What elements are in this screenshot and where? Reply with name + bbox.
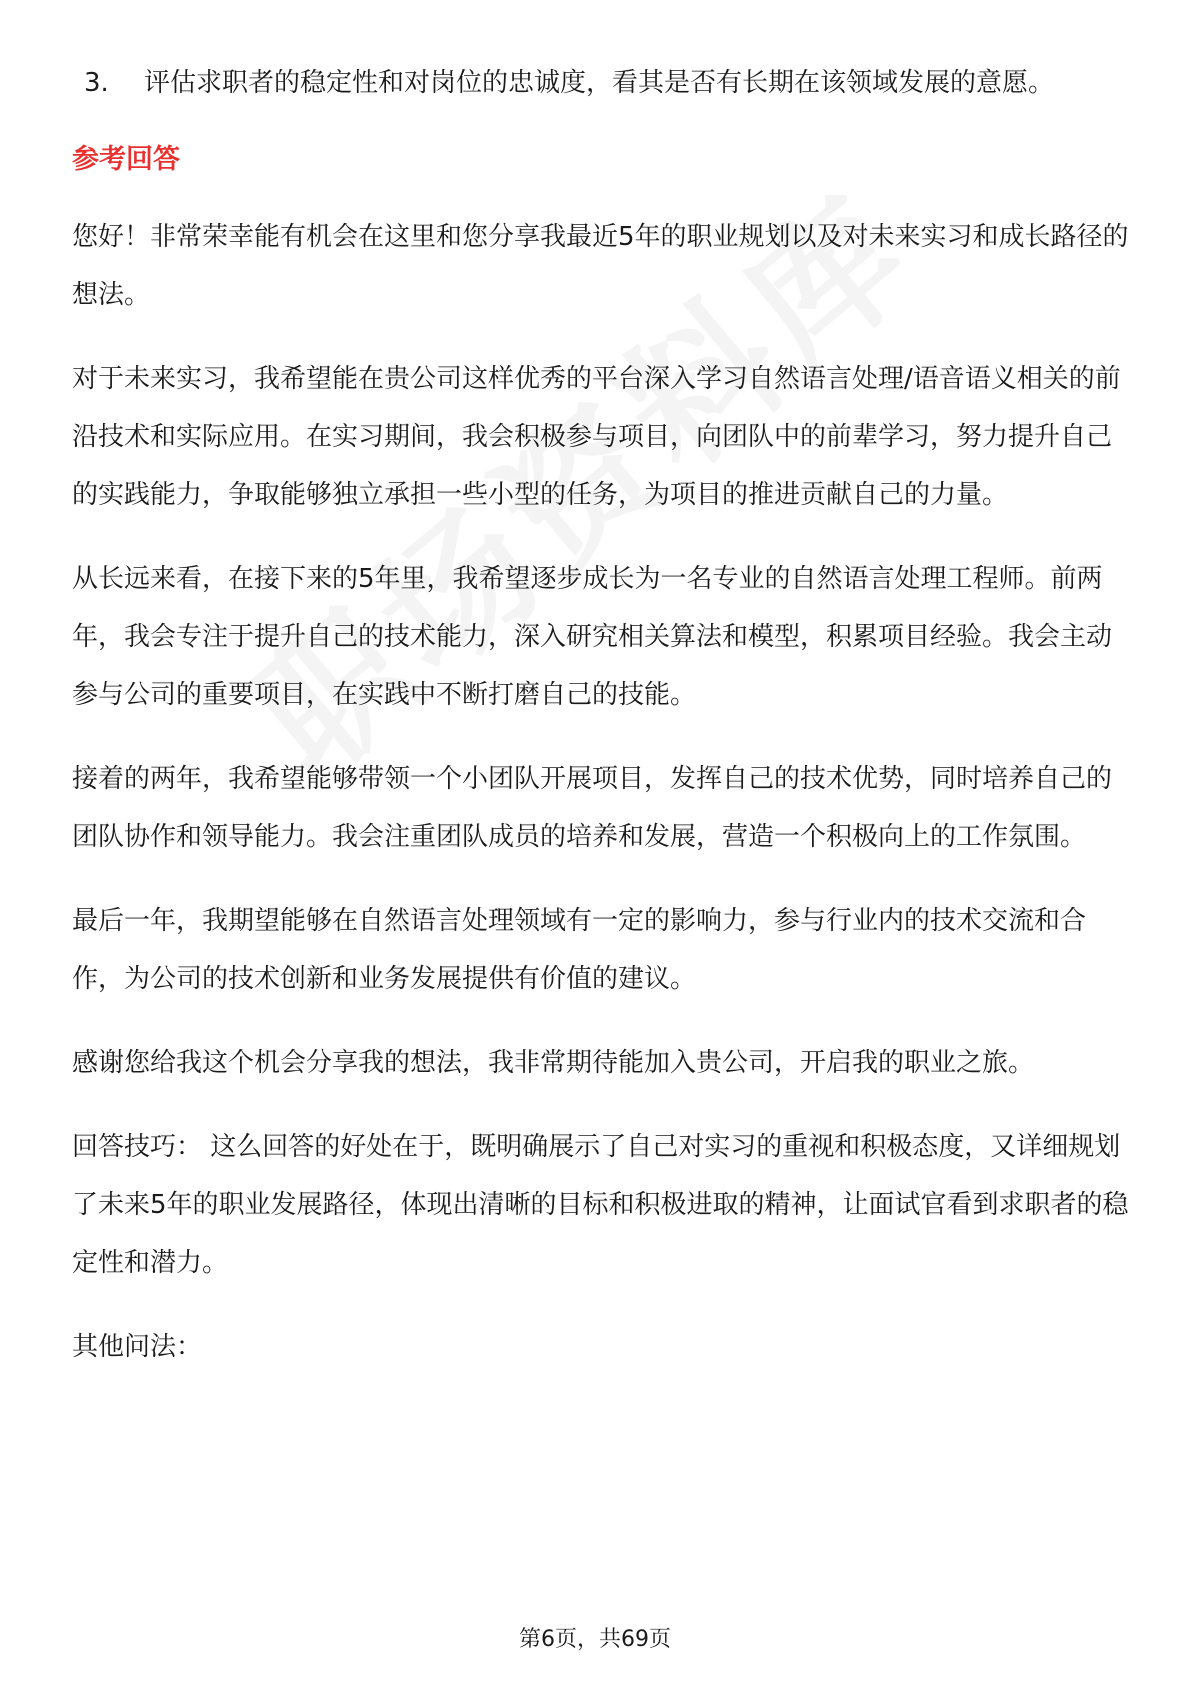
section-title: 参考回答 [72,144,180,175]
list-item-number: 3. [84,68,109,98]
paragraph-thanks: 感谢您给我这个机会分享我的想法，我非常期待能加入贵公司，开启我的职业之旅。 [72,1048,1035,1078]
paragraph-final-year: 最后一年，我期望能够在自然语言处理领域有一定的影响力，参与行业内的技术交流和合作，为公司的技术创新和业务发展提供有价值的建议。 [72,906,1087,994]
paragraph-next-two-years: 接着的两年，我希望能够带领一个小团队开展项目，发挥自己的技术优势，同时培养自己的团队协作和领导能力。我会注重团队成员的培养和发展，营造一个积极向上的工作氛围。 [72,764,1113,852]
paragraph-other-questions: 其他问法： [72,1332,203,1362]
page-content [72,54,1132,1402]
paragraph-answer-tips: 回答技巧： 这么回答的好处在于，既明确展示了自己对实习的重视和积极态度，又详细规划了未来5年的职业发展路径，体现出清晰的目标和积极进取的精神，让面试官看到求职者的稳定性和潜力。 [72,1132,1129,1278]
page-number: 第6页，共69页 [519,1627,671,1652]
list-item-text: 评估求职者的稳定性和对岗位的忠诚度，看其是否有长期在该领域发展的意愿。 [144,68,1055,98]
paragraph-long-term: 从长远来看，在接下来的5年里，我希望逐步成长为一名专业的自然语言处理工程师。前两年，我会专注于提升自己的技术能力，深入研究相关算法和模型，积累项目经验。我会主动参与公司的重要项目，在实践中不断打磨自己的技能。 [72,564,1113,710]
list-item [72,54,1132,112]
paragraph-internship: 对于未来实习，我希望能在贵公司这样优秀的平台深入学习自然语言处理/语音语义相关的前沿技术和实际应用。在实习期间，我会积极参与项目，向团队中的前辈学习，努力提升自己的实践能力，争取能够独立承担一些小型的任务，为项目的推进贡献自己的力量。 [72,364,1121,510]
paragraph-greeting: 您好！非常荣幸能有机会在这里和您分享我最近5年的职业规划以及对未来实习和成长路径的想法。 [72,222,1129,310]
